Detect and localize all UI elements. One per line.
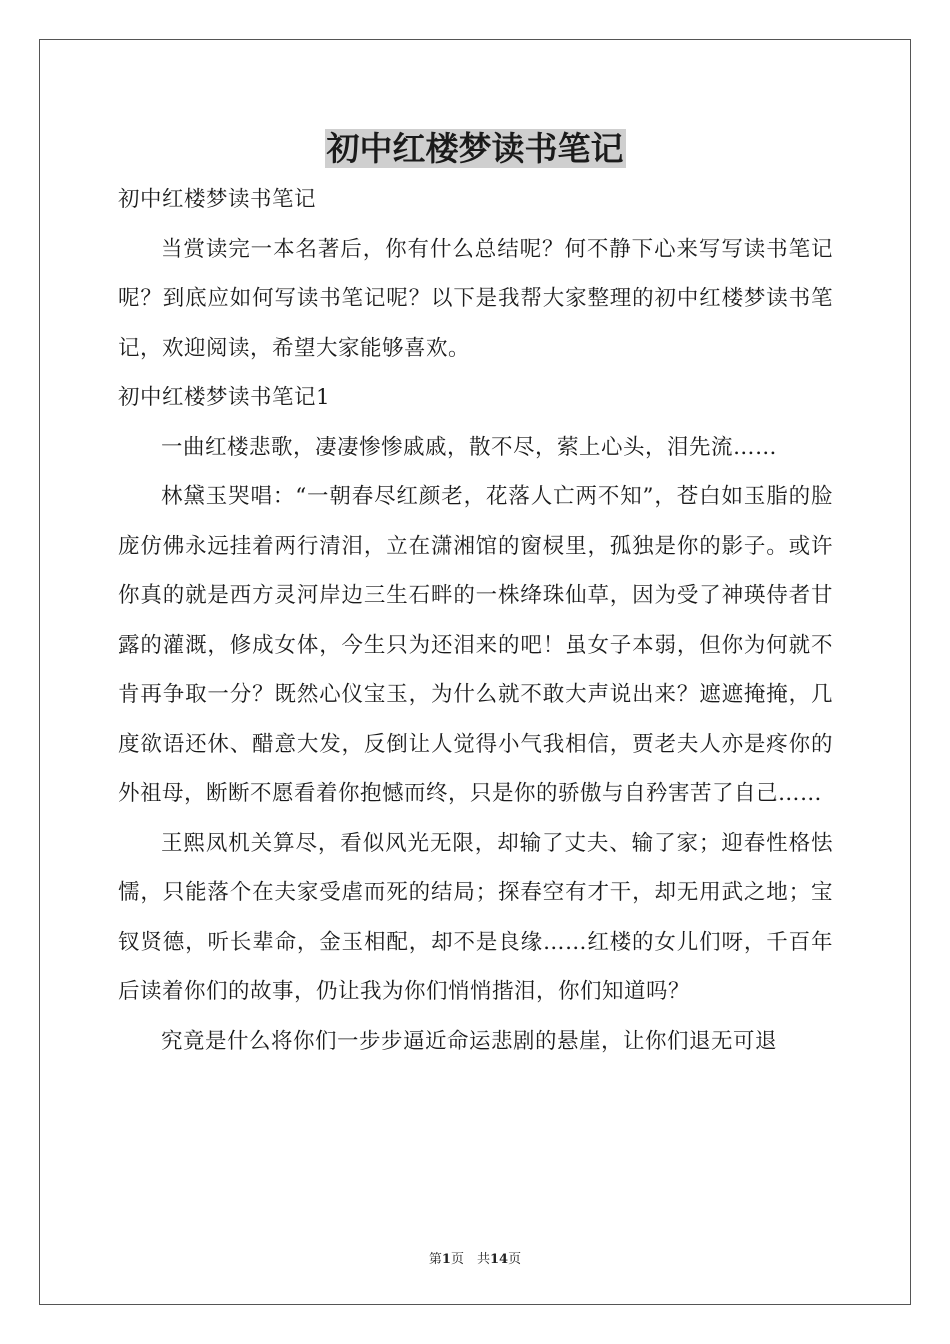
page-footer: [0, 1248, 950, 1267]
paragraph: 初中红楼梦读书笔记: [118, 187, 317, 212]
paragraph: 究竟是什么将你们一步步逼近命运悲剧的悬崖，让你们退无可退: [161, 1028, 778, 1054]
document-title-text: 初中红楼梦读书笔记: [326, 129, 624, 168]
total-page-number: 14: [489, 1252, 509, 1267]
document-body: [118, 175, 833, 1066]
footer-mid: 页 共: [450, 1252, 490, 1267]
current-page-number: 1: [441, 1252, 451, 1267]
paragraph: 一曲红楼悲歌，凄凄惨惨戚戚，散不尽，萦上心头，泪先流……: [161, 434, 778, 460]
footer-prefix: 第: [428, 1252, 442, 1267]
paragraph: 王熙凤机关算尽，看似风光无限，却输了丈夫、输了家；迎春性格怯懦，只能落个在夫家受虐而死的结局；探春空有才干，却无用武之地；宝钗贤德，听长辈命，金玉相配，却不是良缘……红楼的女儿们呀，千百年后读着你们的故事，仍让我为你们悄悄揩泪，你们知道吗？: [118, 830, 833, 1004]
document-title: [0, 124, 950, 174]
paragraph: 当赏读完一本名著后，你有什么总结呢？何不静下心来写写读书笔记呢？到底应如何写读书笔记呢？以下是我帮大家整理的初中红楼梦读书笔记，欢迎阅读，希望大家能够喜欢。: [118, 236, 833, 361]
paragraph: 林黛玉哭唱：“一朝春尽红颜老，花落人亡两不知”，苍白如玉脂的脸庞仿佛永远挂着两行清泪，立在潇湘馆的窗棂里，孤独是你的影子。或许你真的就是西方灵河岸边三生石畔的一株绛珠仙草，因为受了神瑛侍者甘露的灌溉，修成女体，今生只为还泪来的吧！虽女子本弱，但你为何就不肯再争取一分？既然心仪宝玉，为什么就不敢大声说出来？遮遮掩掩，几度欲语还休、醋意大发，反倒让人觉得小气我相信，贾老夫人亦是疼你的外祖母，断断不愿看着你抱憾而终，只是你的骄傲与自矜害苦了自己……: [118, 484, 833, 806]
paragraph: 初中红楼梦读书笔记1: [118, 385, 331, 410]
footer-suffix: 页: [508, 1252, 522, 1267]
